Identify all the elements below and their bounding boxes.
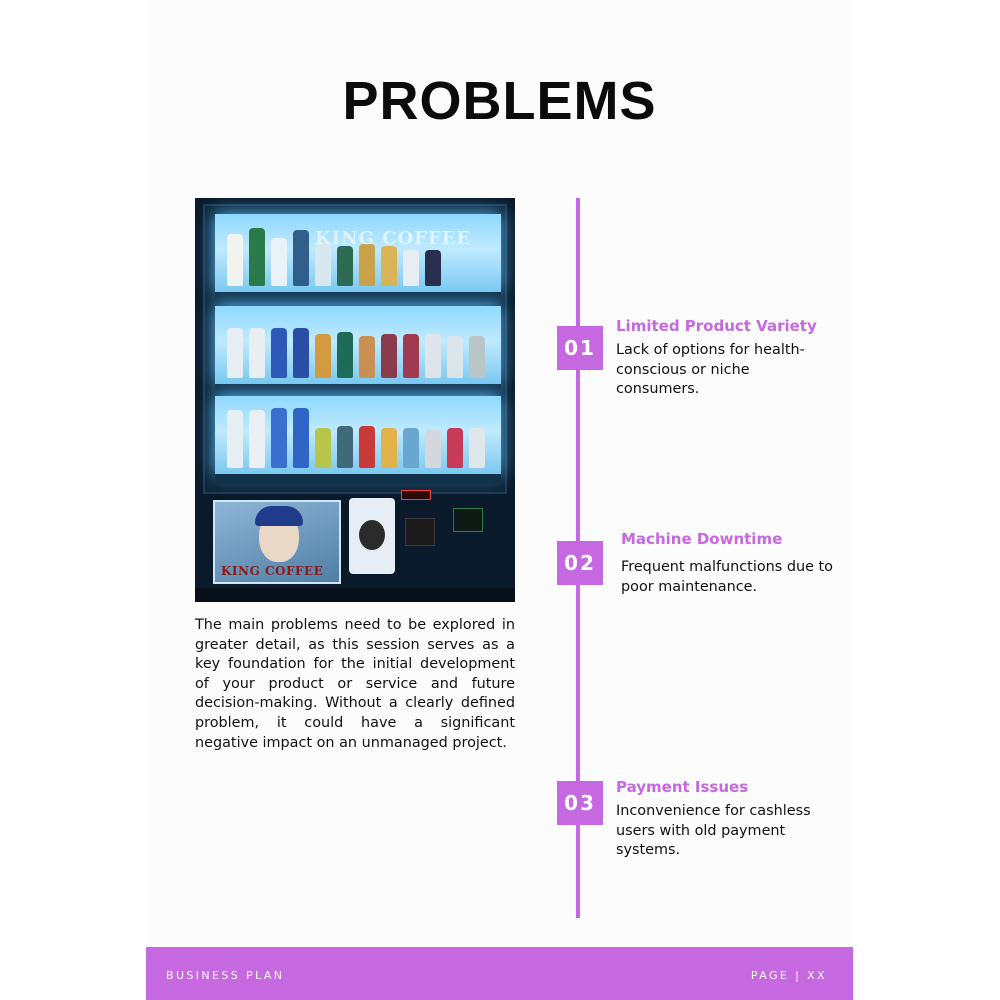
problem-title: Payment Issues [616, 778, 749, 796]
problem-number-badge: 03 [557, 781, 603, 825]
vending-machine-photo [195, 198, 515, 602]
coin-display [401, 490, 431, 500]
problem-text: Frequent malfunctions due to poor maintenance. [621, 559, 833, 595]
page-title: PROBLEMS [342, 71, 657, 131]
ad-panel-text: KING COFFEE [221, 564, 324, 578]
shelf-middle [215, 306, 501, 384]
machine-sticker [349, 498, 395, 574]
problem-title: Limited Product Variety [616, 317, 817, 335]
problem-number-badge: 02 [557, 541, 603, 585]
machine-brand-text: KING COFFEE [315, 228, 472, 249]
document-page [146, 0, 853, 1000]
problem-number-badge: 01 [557, 326, 603, 370]
problem-title: Machine Downtime [621, 530, 783, 548]
problem-text: Lack of options for health-conscious or niche consumers. [616, 342, 805, 398]
problem-text: Inconvenience for cashless users with old payment systems. [616, 803, 811, 859]
machine-ad-panel [213, 500, 341, 584]
coin-slot [405, 518, 435, 546]
card-reader [453, 508, 483, 532]
page-footer [146, 947, 853, 1000]
problem-description: The main problems need to be explored in greater detail, as this session serves as a key foundation for the initial development of your product or service and future decision-making. Without a clearly defined problem, it could have a significant negative impact on an unmanaged project. [195, 617, 515, 751]
machine-display-frame [203, 204, 507, 494]
footer-page-number: PAGE | XX [750, 969, 827, 982]
shelf-bottom [215, 396, 501, 474]
shelf-top [215, 214, 501, 292]
footer-document-label: BUSINESS PLAN [166, 969, 285, 982]
